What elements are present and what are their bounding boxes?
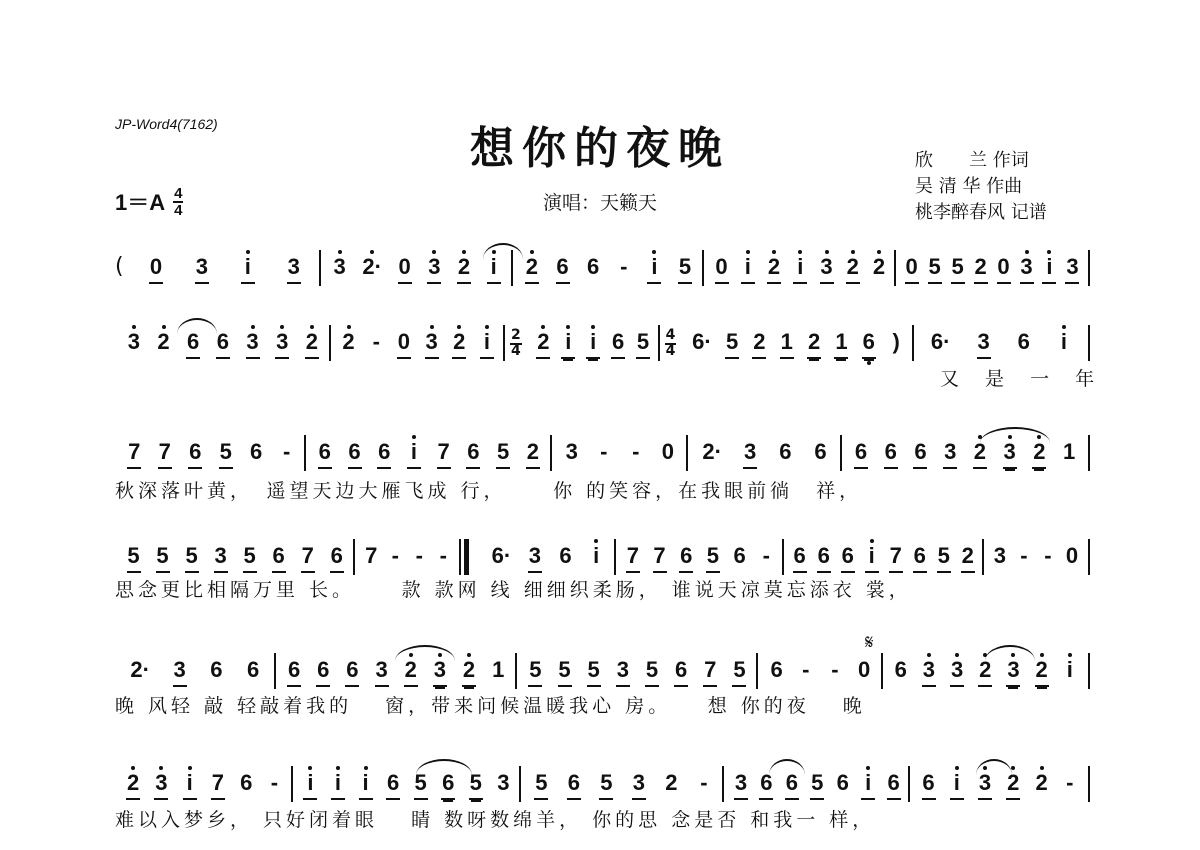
time-change-bottom: 4 (665, 343, 676, 359)
note: 2 (457, 252, 471, 284)
note: 6 (817, 541, 831, 573)
note: 2 (1035, 655, 1049, 687)
note: 6 (611, 327, 625, 359)
note-dash: - (700, 770, 708, 795)
note-dash: - (620, 254, 628, 279)
slur-mark (976, 759, 1012, 775)
note: 5 (156, 541, 170, 573)
note: 5 (414, 768, 428, 800)
slur-mark (416, 759, 472, 775)
measure (842, 437, 1088, 471)
note: 3 (743, 437, 757, 469)
note: i (407, 437, 421, 469)
note: 6 (913, 437, 927, 469)
note: 5 (127, 541, 141, 573)
measure (984, 541, 1088, 575)
note: i (586, 327, 600, 359)
key-label: 1＝A (115, 190, 166, 215)
note: 0 (397, 327, 411, 359)
note: 6 (733, 543, 746, 568)
measure (688, 437, 842, 471)
note: 6 (894, 657, 907, 682)
note: 3 (922, 655, 936, 687)
note-dash: - (415, 543, 423, 568)
note: 0 (905, 252, 919, 284)
note: 3 (427, 252, 441, 284)
note: 3 (154, 768, 168, 800)
note: 6 (759, 768, 773, 800)
lyric-line: 思念更比相隔万里 长。 款 款网 线 细细织柔肠， 谁说天凉莫忘添衣 裳， (115, 579, 912, 601)
close-paren: ) (892, 329, 900, 354)
time-signature (173, 184, 183, 219)
measure (914, 327, 1088, 361)
note: 6 (441, 768, 455, 800)
note: i (183, 768, 197, 800)
note: 6 (348, 437, 362, 469)
note-dash: - (600, 439, 608, 464)
note: i (589, 541, 603, 571)
note: 2 (1032, 437, 1046, 469)
measure (704, 252, 896, 286)
note: 2 (1035, 768, 1049, 798)
note-dash: - (270, 770, 279, 795)
barline (1088, 250, 1090, 286)
software-label: JP-Word4(7162) (115, 116, 218, 132)
note: 6 (556, 252, 570, 284)
note: i (865, 541, 879, 573)
lyric-row-4 (115, 576, 1090, 604)
measure (521, 768, 724, 802)
note: 6 (674, 655, 688, 687)
measure (682, 327, 914, 361)
note: 3 (632, 768, 646, 800)
credits-block (915, 148, 1047, 226)
note: 6 (922, 768, 936, 800)
note: 6 (770, 657, 783, 682)
note: 2 (404, 655, 418, 687)
lyricist-credit: 欣 兰 作词 (915, 150, 1029, 171)
note: 0 (661, 439, 674, 464)
note: i (487, 252, 501, 284)
note: 2 (872, 252, 886, 282)
note: 5 (528, 655, 542, 687)
measure (479, 541, 615, 575)
measure (331, 327, 505, 361)
note: 6· (491, 543, 512, 568)
note: 3 (127, 327, 141, 357)
note-dash: - (831, 657, 839, 682)
note: 5 (928, 252, 942, 284)
note: 2· (362, 252, 382, 282)
time-change-4-4 (660, 329, 682, 358)
measure (306, 437, 552, 471)
note: 0 (857, 657, 871, 682)
note: 5 (219, 437, 233, 469)
slur-mark (483, 243, 523, 259)
barline (1088, 325, 1090, 361)
note: i (331, 768, 345, 800)
note: 5 (469, 768, 483, 800)
note: 2 (807, 327, 821, 359)
singer-line: 演唱：天籁天 (542, 192, 657, 214)
note: 3 (195, 252, 209, 284)
note: i (793, 252, 807, 284)
note: 3 (977, 327, 991, 359)
barline (1088, 539, 1090, 575)
music-row-4 (115, 541, 1090, 575)
note: 5 (587, 655, 601, 687)
time-signature-top: 4 (174, 184, 183, 202)
time-change-bottom: 4 (511, 343, 521, 359)
measure (616, 541, 784, 575)
repeat-thin-line (459, 539, 461, 575)
measure (527, 327, 660, 361)
note: 6 (785, 768, 799, 800)
note: 0 (997, 252, 1011, 284)
note: 1 (834, 327, 848, 359)
note: 6 (887, 768, 901, 800)
music-row-6 (115, 768, 1090, 802)
note: 2 (525, 252, 539, 284)
note: 3 (1003, 437, 1017, 469)
note: 6 (779, 439, 792, 464)
slur-mark (177, 318, 217, 334)
note: 6 (377, 437, 391, 469)
note: 3 (1006, 655, 1020, 687)
note: 6 (836, 770, 849, 795)
note-dash: - (802, 657, 810, 682)
note: 3 (497, 770, 510, 795)
note: 6 (240, 770, 253, 795)
note: 2 (665, 770, 678, 795)
note: 5 (243, 541, 257, 573)
note: 0 (398, 252, 412, 284)
note: i (1057, 327, 1071, 357)
note: 2 (846, 252, 860, 284)
note: 6 (287, 655, 301, 687)
note: 5 (951, 252, 965, 284)
lyric-row-3 (115, 477, 1090, 505)
note-dash: - (1066, 770, 1074, 795)
time-change-2-4 (505, 329, 527, 358)
note: 6 (250, 439, 263, 464)
note: 6 (247, 657, 260, 682)
key-signature (115, 186, 183, 217)
note: 5 (706, 541, 720, 573)
note: 2 (157, 327, 171, 357)
note: 5 (534, 768, 548, 800)
note: 5 (599, 768, 613, 800)
note: 7 (127, 437, 141, 469)
measure (552, 437, 688, 471)
note: 1 (492, 657, 505, 682)
note: 3 (214, 541, 228, 573)
note: 2 (767, 252, 781, 284)
note: 3 (528, 541, 542, 573)
measure (115, 327, 331, 361)
repeat-start-sign (459, 541, 479, 575)
note: 2 (452, 327, 466, 359)
note: 3 (943, 437, 957, 469)
transcriber-credit: 桃李醉春风 记谱 (915, 202, 1047, 223)
note: 7 (626, 541, 640, 573)
note: 3 (616, 655, 630, 687)
measure (784, 541, 984, 575)
segno-icon: 𝄋 (865, 630, 874, 654)
note: 6 (272, 541, 286, 573)
slur-mark (985, 645, 1035, 661)
note: 6 (345, 655, 359, 687)
note: 6 (466, 437, 480, 469)
note: 2 (462, 655, 476, 687)
note: 2 (342, 327, 356, 357)
note-dash: - (632, 439, 640, 464)
note: 5 (645, 655, 659, 687)
note-dash: - (282, 439, 291, 464)
music-row-5 (115, 655, 1090, 689)
note: 5 (725, 327, 739, 359)
lyric-line: 又 是 一 年 (940, 368, 1105, 390)
note: 3 (333, 252, 347, 282)
note: 3 (375, 655, 389, 687)
note: 2 (1006, 768, 1020, 800)
barline (1088, 435, 1090, 471)
note: 6 (587, 254, 600, 279)
note: 2 (752, 327, 766, 359)
lyric-row-5 (115, 692, 1090, 720)
note: 6· (692, 329, 712, 354)
note-dash: - (439, 543, 447, 568)
measure (115, 437, 306, 471)
music-row-2 (115, 327, 1090, 361)
note: 6 (793, 541, 807, 573)
note: 6 (210, 657, 223, 682)
note: 5 (636, 327, 650, 359)
note: 5 (937, 541, 951, 573)
lyric-line: 难以入梦乡， 只好闭着眼 睛 数呀数绵羊， 你的思 念是否 和我一 样， (115, 809, 876, 831)
note: 6 (386, 768, 400, 800)
note: 7 (365, 543, 378, 568)
measure (513, 252, 705, 286)
note-dash: - (372, 329, 380, 354)
note: i (950, 768, 964, 800)
note: 2 (961, 541, 975, 573)
measure (129, 252, 321, 286)
note: 5 (732, 655, 746, 687)
note: 3 (173, 655, 187, 687)
measure (896, 252, 1088, 286)
note: 3 (734, 768, 748, 800)
note: 6 (814, 439, 827, 464)
note: 6 (186, 327, 200, 359)
note: 6 (913, 541, 927, 573)
measure (293, 768, 522, 802)
note-dash: - (1044, 543, 1052, 568)
note: 6 (216, 327, 230, 359)
slur-mark (395, 645, 455, 661)
note-dash: - (1020, 543, 1028, 568)
note: i (1063, 655, 1077, 685)
measure (115, 655, 276, 689)
slur-mark (769, 759, 805, 775)
lyric-line: 晚 风轻 敲 轻敲着我的 窗，带来问候温暖我心 房。 想 你的夜 晚 (115, 695, 866, 717)
note: 0 (715, 252, 729, 284)
note: 2 (126, 768, 140, 800)
note: 6 (559, 543, 572, 568)
time-change-label: 4 (665, 327, 676, 343)
note: i (647, 252, 661, 284)
note: 3 (275, 327, 289, 359)
note: i (861, 768, 875, 800)
repeat-thick-line (464, 539, 469, 575)
note: 6 (188, 437, 202, 469)
note-dash: - (391, 543, 399, 568)
note: i (480, 327, 494, 359)
note: 6 (318, 437, 332, 469)
note: 3 (1065, 252, 1079, 284)
measure (115, 541, 355, 575)
measure (724, 768, 910, 802)
note: 7 (437, 437, 451, 469)
note: 1 (1062, 439, 1076, 464)
note: 2 (305, 327, 319, 359)
note: 7 (653, 541, 667, 573)
note: i (241, 252, 255, 284)
barline (1088, 653, 1090, 689)
time-change-label: 2 (511, 327, 521, 343)
note: 5 (185, 541, 199, 573)
note: i (1042, 252, 1056, 284)
lyric-row-6 (115, 806, 1090, 834)
measure (115, 768, 293, 802)
note: 5 (496, 437, 510, 469)
note: 6 (862, 327, 876, 359)
note: i (359, 768, 373, 800)
note: 6 (1017, 329, 1030, 354)
note-dash: - (762, 543, 770, 568)
note: 1 (780, 327, 794, 359)
note: 3 (978, 768, 992, 800)
note: 7 (703, 655, 717, 687)
composer-credit: 吴 清 华 作曲 (915, 176, 1023, 197)
note: 7 (158, 437, 172, 469)
measure (517, 655, 758, 689)
note: 6 (841, 541, 855, 573)
music-row-1 (115, 252, 1090, 286)
slur-mark (980, 427, 1050, 443)
note: 5 (810, 768, 824, 800)
note: 6· (930, 329, 951, 354)
note: 6 (854, 437, 868, 469)
note: 2· (702, 439, 722, 464)
measure (355, 541, 459, 575)
note: 2 (536, 327, 550, 359)
note: i (303, 768, 317, 800)
note: i (561, 327, 575, 359)
note: 7 (889, 541, 903, 573)
note: 3 (565, 439, 578, 464)
note: 2 (974, 252, 988, 284)
note: 6 (330, 541, 344, 573)
measure (758, 655, 883, 689)
note: 6 (567, 768, 581, 800)
note: 6 (679, 541, 693, 573)
note: 3 (820, 252, 834, 284)
note: 3 (287, 252, 301, 284)
note: 7 (301, 541, 315, 573)
lyric-row-2 (115, 365, 1105, 393)
note: 0 (149, 252, 163, 284)
song-title: 想你的夜晚 (470, 123, 730, 174)
note: 2 (526, 437, 540, 469)
music-row-3 (115, 437, 1090, 471)
note: 6 (884, 437, 898, 469)
note: 3 (1020, 252, 1034, 284)
lyric-line: 秋深落叶黄， 遥望天边大雁飞成 行， 你 的笑容，在我眼前徜 祥， (115, 480, 863, 502)
note: 3 (433, 655, 447, 687)
note: i (741, 252, 755, 284)
note: 3 (425, 327, 439, 359)
barline (1088, 766, 1090, 802)
note: 6 (316, 655, 330, 687)
open-paren: ( (115, 254, 124, 279)
note: 2 (978, 655, 992, 687)
note: 5 (558, 655, 572, 687)
note: 7 (211, 768, 225, 800)
note: 5 (678, 252, 692, 284)
note: 2· (130, 657, 150, 682)
note: 3 (950, 655, 964, 687)
note: 0 (1065, 543, 1079, 568)
time-signature-bottom: 4 (174, 201, 183, 219)
note: 2 (973, 437, 987, 469)
note: 3 (246, 327, 260, 359)
note: 3 (993, 543, 1007, 568)
